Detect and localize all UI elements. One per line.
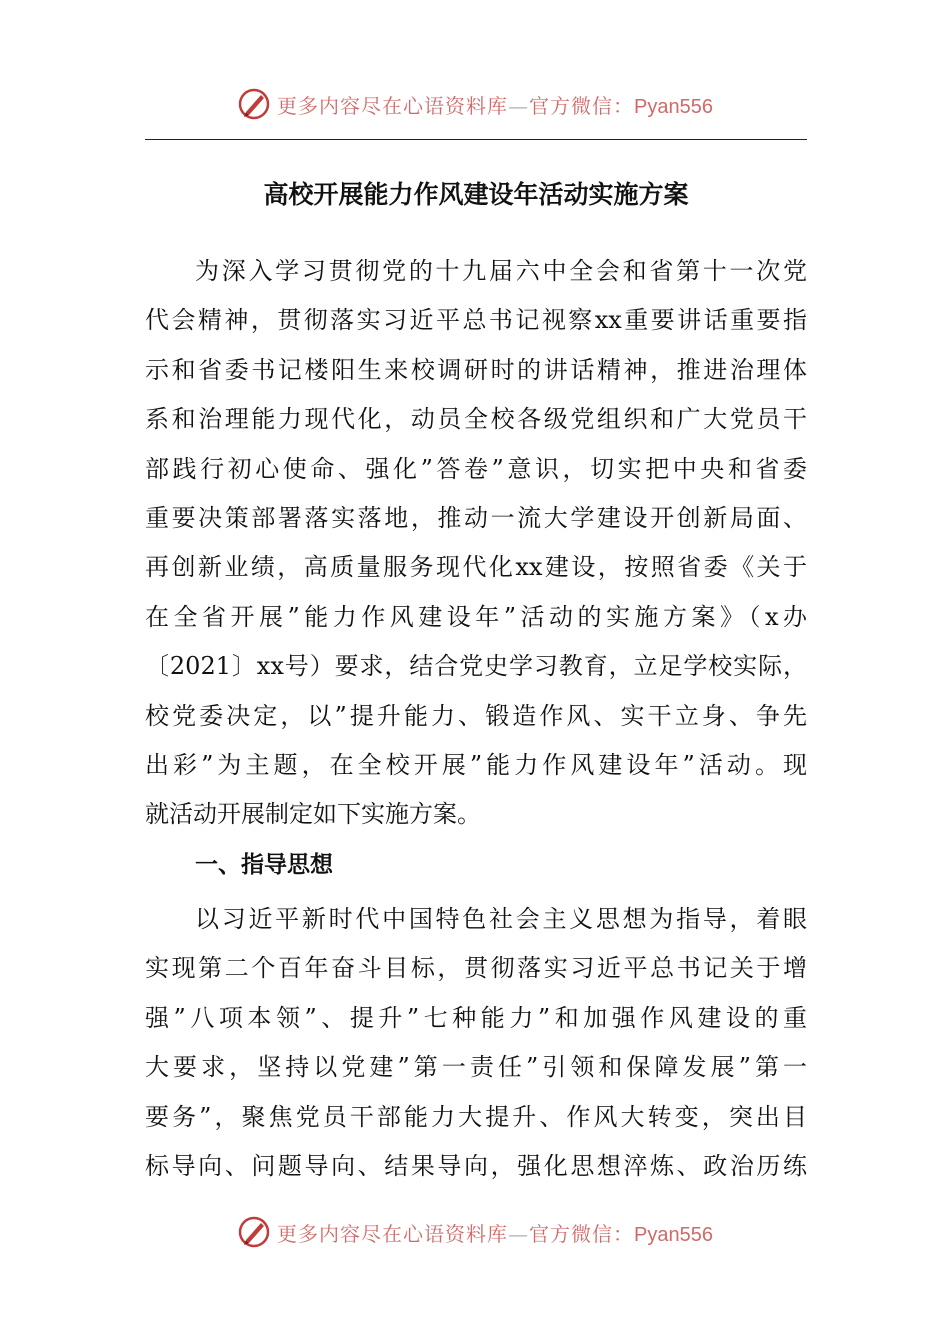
pen-circle-logo-icon: [237, 1215, 271, 1249]
text-line: 大要求，坚持以党建”第一责任”引领和保障发展”第一: [145, 1053, 807, 1082]
text-line: 实现第二个百年奋斗目标，贯彻落实习近平总书记关于增: [145, 954, 807, 983]
banner-main-text: 更多内容尽在心语资料库: [277, 93, 509, 118]
header-rule: [145, 139, 807, 140]
text-line: 再创新业绩，高质量服务现代化xx建设，按照省委《关于: [145, 553, 807, 582]
text-line: 强”八项本领”、提升”七种能力”和加强作风建设的重: [145, 1003, 807, 1032]
text-line: 〔2021〕xx号）要求，结合党史学习教育，立足学校实际，: [145, 652, 807, 681]
text-line: 为深入学习贯彻党的十九届六中全会和省第十一次党: [195, 257, 807, 285]
text-line: 标导向、问题导向、结果导向，强化思想淬炼、政治历练: [145, 1151, 807, 1180]
text-line: 重要决策部署落实落地，推动一流大学建设开创新局面、: [145, 503, 807, 532]
document-title: 高校开展能力作风建设年活动实施方案: [263, 180, 689, 209]
header-banner: [0, 84, 950, 124]
banner-text: [277, 90, 713, 119]
pen-circle-logo-icon: [237, 87, 271, 121]
text-line: 以习近平新时代中国特色社会主义思想为指导，着眼: [195, 905, 807, 933]
banner-label: 官方微信：: [529, 93, 635, 118]
banner-text: [277, 1218, 713, 1247]
banner-separator: —: [508, 1221, 530, 1246]
text-line: 代会精神，贯彻落实习近平总书记视察xx重要讲话重要指: [145, 306, 807, 335]
banner-label: 官方微信：: [529, 1221, 635, 1246]
text-line: 校党委决定，以”提升能力、锻造作风、实干立身、争先: [145, 701, 807, 730]
section-heading: 一、指导思想: [195, 852, 333, 878]
banner-main-text: 更多内容尽在心语资料库: [277, 1221, 509, 1246]
text-line: 出彩”为主题，在全校开展”能力作风建设年”活动。现: [145, 750, 807, 779]
footer-banner: [0, 1212, 950, 1252]
text-line: 在全省开展”能力作风建设年”活动的实施方案》（x办: [145, 602, 807, 631]
text-line: 示和省委书记楼阳生来校调研时的讲话精神，推进治理体: [145, 355, 807, 384]
paragraph-guiding-thought: [145, 895, 807, 1191]
text-line: 就活动开展制定如下实施方案。: [145, 800, 481, 829]
text-line: 要务”，聚焦党员干部能力大提升、作风大转变，突出目: [145, 1102, 807, 1131]
paragraph-intro: [145, 247, 807, 840]
banner-separator: —: [508, 93, 530, 118]
text-line: 部践行初心使命、强化”答卷”意识，切实把中央和省委: [145, 454, 807, 483]
banner-account: Pyan556: [634, 1223, 713, 1246]
text-line: 系和治理能力现代化，动员全校各级党组织和广大党员干: [145, 405, 807, 434]
banner-account: Pyan556: [634, 95, 713, 118]
